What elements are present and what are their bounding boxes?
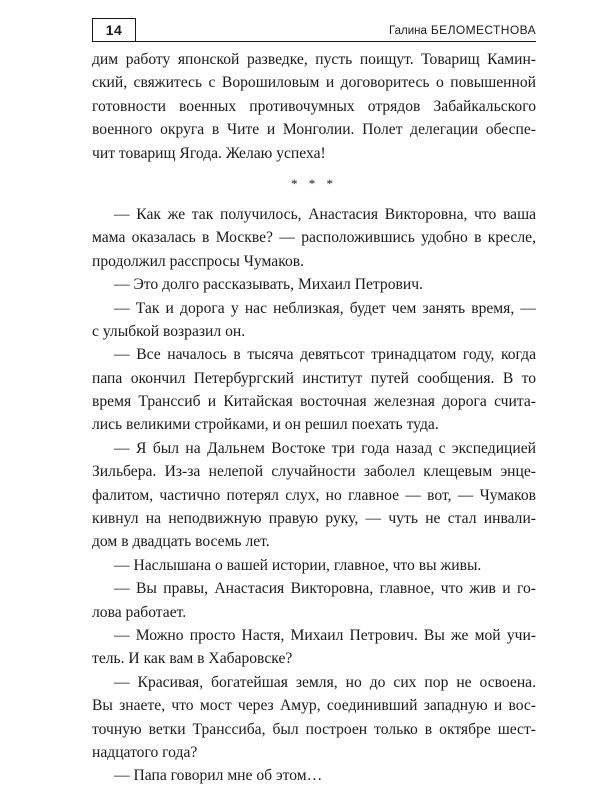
text-line: надцатого года? xyxy=(92,743,198,761)
text-line: дом в двадцать восемь лет. xyxy=(92,533,270,551)
text-line: Вы знаете, что мост через Амур, соединивший западную и вос- xyxy=(92,697,536,715)
text-line: — Это долго рассказывать, Михаил Петрович. xyxy=(114,276,423,294)
page-number: 14 xyxy=(92,18,136,42)
author-first-name: Галина xyxy=(389,25,427,37)
running-head xyxy=(389,22,536,39)
text-line: продолжил расспросы Чумаков. xyxy=(92,252,305,270)
page-header xyxy=(92,14,536,42)
text-line: — Наслышана о вашей истории, главное, что вы живы. xyxy=(114,556,482,574)
text-line: мама оказалась в Москве? — расположившись удобно в кресле, xyxy=(92,229,536,247)
scene-separator: * * * xyxy=(291,175,337,191)
text-line: папа окончил Петербургский институт путей сообщения. В то xyxy=(92,369,536,387)
author-last-name: БЕЛОМЕСТНОВА xyxy=(430,23,536,37)
text-line: Зильбера. Из-за нелепой случайности заболел клещевым энце- xyxy=(92,463,536,481)
text-line: тель. И как вам в Хабаровске? xyxy=(92,650,293,668)
text-line: точную ветки Транссиба, был построен только в октябре шест- xyxy=(92,720,536,738)
text-line: дим работу японской разведке, пусть поищут. Товарищ Камин- xyxy=(92,51,536,68)
text-line: чит товарищ Ягода. Желаю успеха! xyxy=(92,144,326,162)
text-line: — Я был на Дальнем Востоке три года назад с экспедицией xyxy=(114,439,536,457)
text-line: лова работает. xyxy=(92,603,187,621)
text-line: фалитом, частично потерял слух, но главное — вот, — Чумаков xyxy=(92,486,536,504)
text-line: — Вы правы, Анастасия Викторовна, главное, что жив и го- xyxy=(114,580,536,598)
text-line: — Все началось в тысяча девятьсот тринадцатом году, когда xyxy=(114,346,536,364)
text-line: готовности военных противочумных отрядов Забайкальского xyxy=(92,97,536,115)
text-line: — Папа говорил мне об этом… xyxy=(114,767,323,785)
text-line: — Так и дорога у нас неблизкая, будет чем занять время, — xyxy=(114,299,536,317)
text-line: — Как же так получилось, Анастасия Викторовна, что ваша xyxy=(114,205,536,223)
text-line: лись великими стройками, и он решил поехать туда. xyxy=(92,416,439,434)
text-line: кивнул на неподвижную правую руку, — чуть не стал инвали- xyxy=(92,510,536,528)
text-line: военного округа в Чите и Монголии. Полет делегации обеспе- xyxy=(92,121,536,139)
text-line: ский, свяжитесь с Ворошиловым и договоритесь о повышенной xyxy=(92,74,536,92)
text-line: время Транссиб и Китайская восточная железная дорога счита- xyxy=(92,393,536,411)
text-line: с улыбкой возразил он. xyxy=(92,322,246,340)
text-line: — Красивая, богатейшая земля, но до сих пор не освоена. xyxy=(114,673,536,691)
header-rule xyxy=(92,41,536,42)
text-line: — Можно просто Настя, Михаил Петрович. Вы же мой учи- xyxy=(114,626,536,644)
page-text xyxy=(92,48,536,788)
